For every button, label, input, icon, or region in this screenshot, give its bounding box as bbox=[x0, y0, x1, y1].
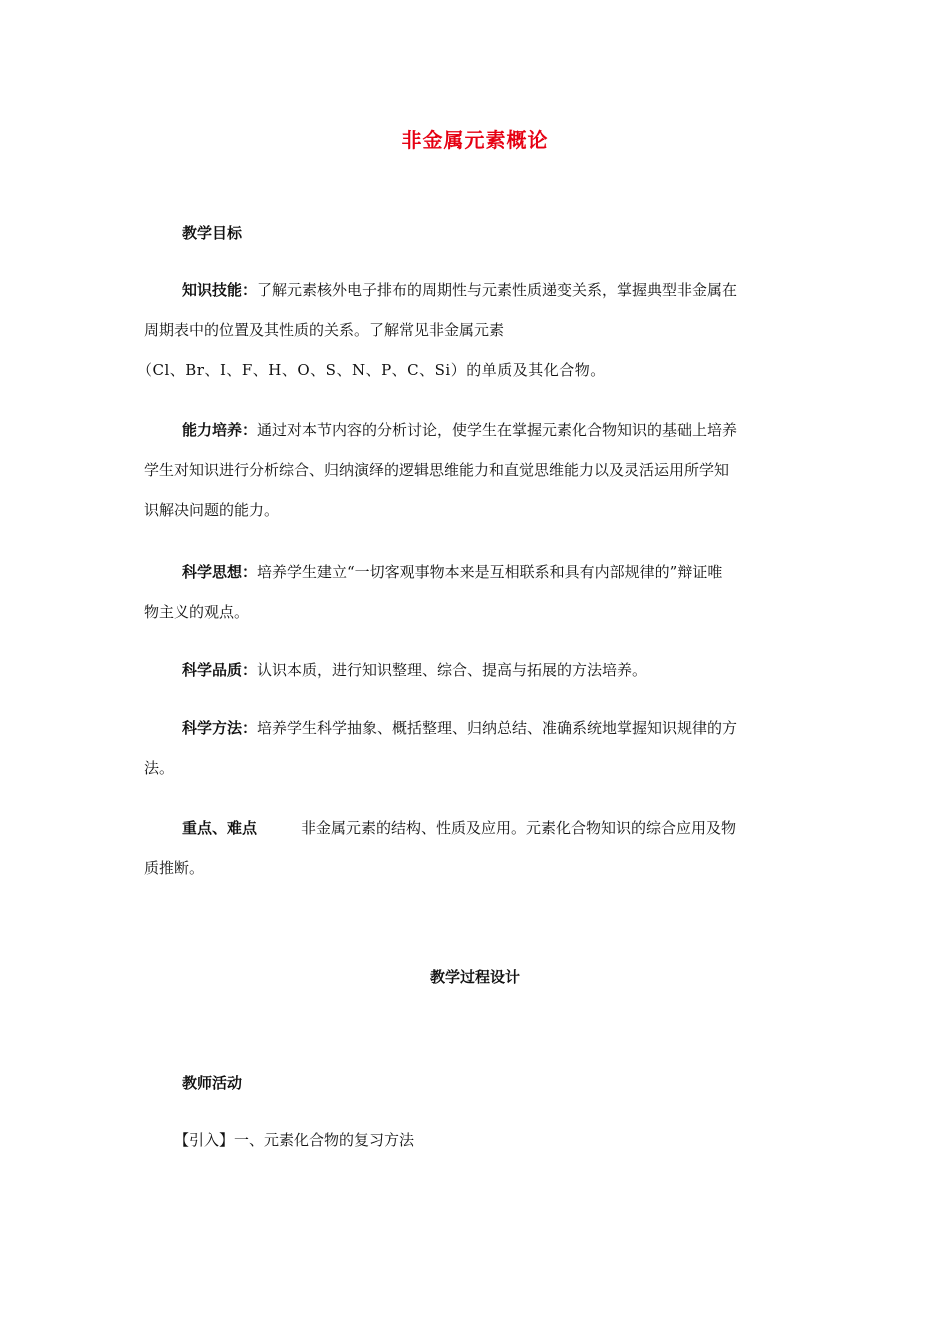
ability-line-1: 能力培养：通过对本节内容的分析讨论，使学生在掌握元素化合物知识的基础上培养 bbox=[182, 421, 738, 439]
intro-bracket-label: 【引入】 bbox=[174, 1131, 235, 1149]
keypoints-line-1: 重点、难点 非金属元素的结构、性质及应用。元素化合物知识的综合应用及物 bbox=[182, 819, 737, 837]
quality-line-1: 科学品质：认识本质，进行知识整理、综合、提高与拓展的方法培养。 bbox=[182, 661, 648, 679]
teacher-activity-heading: 教师活动 bbox=[182, 1074, 243, 1092]
intro-line bbox=[144, 1120, 806, 1160]
process-heading: 教学过程设计 bbox=[429, 968, 520, 986]
ability-line-3: 识解决问题的能力。 bbox=[144, 501, 280, 519]
thought-line-1: 科学思想：培养学生建立“一切客观事物本来是互相联系和具有内部规律的”辩证唯 bbox=[182, 563, 723, 581]
keypoints-line-2: 质推断。 bbox=[144, 859, 205, 877]
method-line-1: 科学方法：培养学生科学抽象、概括整理、归纳总结、准确系统地掌握知识规律的方 bbox=[182, 719, 738, 737]
ability-paragraph bbox=[144, 410, 806, 530]
keypoints-paragraph bbox=[144, 808, 806, 888]
method-label: 科学方法： bbox=[182, 719, 258, 737]
knowledge-line-3: （Cl、Br、I、F、H、O、S、N、P、C、Si）的单质及其化合物。 bbox=[137, 361, 606, 379]
ability-line-2: 学生对知识进行分析综合、归纳演绎的逻辑思维能力和直觉思维能力以及灵活运用所学知 bbox=[144, 461, 730, 479]
quality-label: 科学品质： bbox=[182, 661, 258, 679]
objectives-heading: 教学目标 bbox=[182, 224, 243, 242]
method-paragraph bbox=[144, 708, 806, 788]
thought-label: 科学思想： bbox=[182, 563, 258, 581]
thought-paragraph bbox=[144, 552, 806, 632]
method-line-2: 法。 bbox=[144, 759, 175, 777]
ability-label: 能力培养： bbox=[182, 421, 258, 439]
knowledge-paragraph bbox=[137, 270, 806, 390]
intro-text: 一、元素化合物的复习方法 bbox=[234, 1131, 415, 1149]
document-title: 非金属元素概论 bbox=[401, 128, 549, 152]
thought-line-2: 物主义的观点。 bbox=[144, 603, 250, 621]
knowledge-label: 知识技能： bbox=[182, 281, 258, 299]
quality-paragraph bbox=[144, 650, 806, 690]
knowledge-line-1: 知识技能：了解元素核外电子排布的周期性与元素性质递变关系，掌握典型非金属在 bbox=[182, 281, 738, 299]
knowledge-line-2: 周期表中的位置及其性质的关系。了解常见非金属元素 bbox=[144, 321, 505, 339]
keypoints-label: 重点、难点 bbox=[182, 819, 258, 837]
intro-paragraph bbox=[144, 1120, 806, 1160]
